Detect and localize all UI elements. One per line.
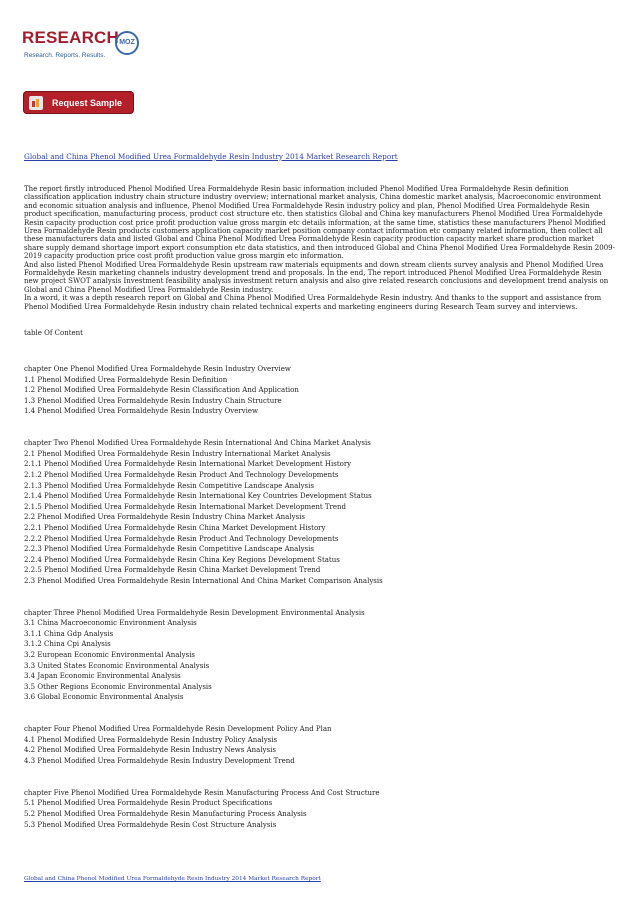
- toc-entry: 2.1.5 Phenol Modified Urea Formaldehyde Resin International Market Development Trend: [24, 502, 347, 511]
- toc-chapter-5: [24, 788, 614, 830]
- request-sample-button[interactable]: [23, 91, 134, 114]
- toc-entry: 2.3 Phenol Modified Urea Formaldehyde Resin International And China Market Comparison Analysis: [24, 576, 383, 585]
- toc-chapter-title: chapter Five Phenol Modified Urea Formaldehyde Resin Manufacturing Process And Cost Structure: [24, 788, 380, 797]
- toc-chapter-title: chapter One Phenol Modified Urea Formaldehyde Resin Industry Overview: [24, 365, 291, 373]
- logo-tagline: Research. Reports. Results.: [24, 52, 106, 59]
- toc-entry: 2.1.2 Phenol Modified Urea Formaldehyde Resin Product And Technology Developments: [24, 470, 339, 479]
- report-title-link[interactable]: Global and China Phenol Modified Urea Formaldehyde Resin Industry 2014 Market Research Report: [24, 152, 398, 161]
- description-paragraph: In a word, it was a depth research report on Global and China Phenol Modified Urea Formaldehyde Resin industry. And thanks to the support and assistance from Phenol Modified Urea Formaldehyde Resin industry chain related technical experts and marketing engineers during Research Team survey and interviews.: [24, 294, 602, 311]
- toc-chapter-4: [24, 724, 614, 766]
- toc-entry: 2.2 Phenol Modified Urea Formaldehyde Resin Industry China Market Analysis: [24, 513, 305, 522]
- toc-chapter-1: [24, 364, 614, 417]
- chart-report-icon: [29, 96, 43, 110]
- toc-entry: 1.4 Phenol Modified Urea Formaldehyde Resin Industry Overview: [24, 407, 259, 416]
- toc-entry: 2.2.3 Phenol Modified Urea Formaldehyde Resin Competitive Landscape Analysis: [24, 545, 314, 554]
- toc-chapter-title: chapter Four Phenol Modified Urea Formaldehyde Resin Development Policy And Plan: [24, 725, 332, 734]
- toc-chapter-title: chapter Two Phenol Modified Urea Formaldehyde Resin International And China Market Analysis: [24, 439, 371, 448]
- toc-chapter-3: [24, 608, 614, 703]
- toc-entry: 4.1 Phenol Modified Urea Formaldehyde Resin Industry Policy Analysis: [24, 735, 278, 744]
- toc-entry: 4.2 Phenol Modified Urea Formaldehyde Resin Industry News Analysis: [24, 746, 276, 755]
- toc-entry: 3.3 United States Economic Environmental Analysis: [24, 661, 210, 670]
- toc-entry: 5.2 Phenol Modified Urea Formaldehyde Resin Manufacturing Process Analysis: [24, 809, 307, 818]
- toc-entry: 5.1 Phenol Modified Urea Formaldehyde Resin Product Specifications: [24, 799, 273, 808]
- toc-entry: 2.1 Phenol Modified Urea Formaldehyde Resin Industry International Market Analysis: [24, 449, 331, 458]
- table-of-contents: [24, 364, 614, 851]
- toc-entry: 2.1.1 Phenol Modified Urea Formaldehyde Resin International Market Development History: [24, 460, 352, 469]
- toc-entry: 2.2.2 Phenol Modified Urea Formaldehyde Resin Product And Technology Developments: [24, 534, 339, 543]
- toc-entry: 3.2 European Economic Environmental Analysis: [24, 651, 196, 660]
- toc-chapter-title: chapter Three Phenol Modified Urea Formaldehyde Resin Development Environmental Analysis: [24, 608, 365, 617]
- description-paragraph: And also listed Phenol Modified Urea Formaldehyde Resin upstream raw materials equipments and down stream clients survey analysis and Phenol Modified Urea Formaldehyde Resin marketing channels industry development trend and proposals. In the end, The report introduced Phenol Modified Urea Formaldehyde Resin new project SWOT analysis Investment feasibility analysis investment return analysis and also give related research conclusions and development trend analysis on Global and China Phenol Modified Urea Formaldehyde Resin industry.: [24, 260, 609, 294]
- toc-heading: table Of Content: [24, 329, 83, 337]
- toc-entry: 5.3 Phenol Modified Urea Formaldehyde Resin Cost Structure Analysis: [24, 820, 277, 829]
- footer-report-link[interactable]: Global and China Phenol Modified Urea Formaldehyde Resin Industry 2014 Market Research Report: [24, 876, 321, 882]
- toc-entry: 3.1 China Macroeconomic Environment Analysis: [24, 619, 197, 628]
- request-sample-label: Request Sample: [52, 97, 123, 108]
- toc-entry: 3.6 Global Economic Environmental Analysis: [24, 693, 184, 702]
- toc-entry: 3.4 Japan Economic Environmental Analysis: [24, 672, 181, 681]
- toc-entry: 3.1.1 China Gdp Analysis: [24, 629, 114, 638]
- description-paragraph: The report firstly introduced Phenol Modified Urea Formaldehyde Resin basic information included Phenol Modified Urea Formaldehyde Resin definition classification application industry chain structure industry overview; international market analysis, China domestic market analysis, Macroeconomic environment and economic situation analysis and influence, Phenol Modified Urea Formaldehyde Resin industry policy and plan, Phenol Modified Urea Formaldehyde Resin product specification, manufacturing process, product cost structure etc. then statistics Global and China key manufacturers Phenol Modified Urea Formaldehyde Resin capacity production cost price profit production value gross margin etc details information, at the same time, statistics these manufacturers Phenol Modified Urea Formaldehyde Resin products customers application capacity market position company contact information etc company related information, then collect all these manufacturers data and listed Global and China Phenol Modified Urea Formaldehyde Resin capacity production capacity market share production market share supply demand shortage import export consumption etc data statistics, and then introduced Global and China Phenol Modified Urea Formaldehyde Resin 2009-2019 capacity production price cost profit production value gross margin etc information.: [24, 185, 615, 261]
- toc-entry: 1.2 Phenol Modified Urea Formaldehyde Resin Classification And Application: [24, 386, 299, 395]
- toc-entry: 1.3 Phenol Modified Urea Formaldehyde Resin Industry Chain Structure: [24, 396, 282, 405]
- toc-entry: 2.2.1 Phenol Modified Urea Formaldehyde Resin China Market Development History: [24, 523, 326, 532]
- logo-moz-badge: MOZ: [115, 31, 139, 55]
- toc-chapter-2: [24, 438, 614, 586]
- toc-entry: 2.1.3 Phenol Modified Urea Formaldehyde Resin Competitive Landscape Analysis: [24, 481, 314, 490]
- toc-entry: 1.1 Phenol Modified Urea Formaldehyde Resin Definition: [24, 375, 228, 384]
- report-description: [24, 185, 616, 311]
- toc-entry: 2.2.4 Phenol Modified Urea Formaldehyde Resin China Key Regions Development Status: [24, 555, 340, 564]
- toc-entry: 4.3 Phenol Modified Urea Formaldehyde Resin Industry Development Trend: [24, 756, 295, 765]
- researchmoz-logo[interactable]: [22, 28, 142, 68]
- toc-entry: 3.5 Other Regions Economic Environmental Analysis: [24, 682, 212, 691]
- logo-wordmark: RESEARCH: [22, 28, 120, 47]
- toc-entry: 2.2.5 Phenol Modified Urea Formaldehyde Resin China Market Development Trend: [24, 566, 321, 575]
- toc-entry: 2.1.4 Phenol Modified Urea Formaldehyde Resin International Key Countries Development Status: [24, 492, 372, 501]
- toc-entry: 3.1.2 China Cpi Analysis: [24, 640, 111, 649]
